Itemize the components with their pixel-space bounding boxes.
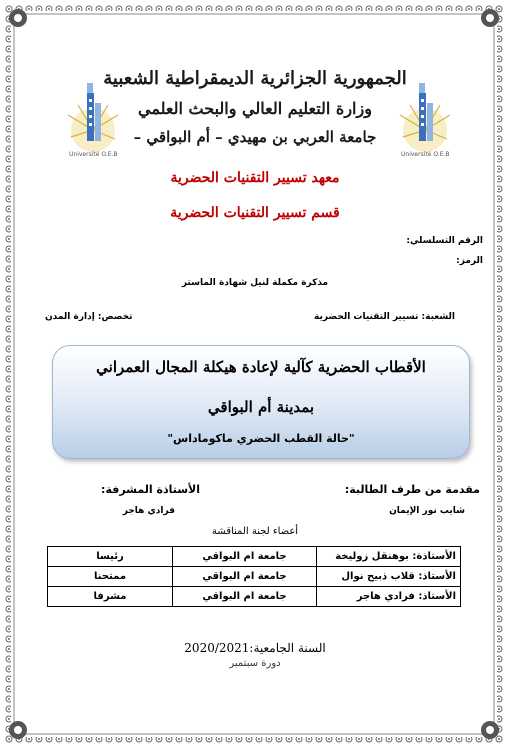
supervisor-name: فرادي هاجر (122, 506, 175, 516)
republic-heading: الجمهورية الجزائرية الديمقراطية الشعبية (103, 68, 407, 89)
logo-caption-left: Université O.E.B (69, 151, 118, 158)
department-heading: قسم تسيير التقنيات الحضرية (170, 205, 340, 221)
logo-caption-right: Université O.E.B (401, 151, 450, 158)
committee-label: أعضاء لجنة المناقشة (211, 526, 299, 537)
thesis-title-line1: الأقطاب الحضرية كآلية لإعادة هيكلة المجال العمراني (96, 358, 426, 376)
academic-year: السنة الجامعية:2020/2021 (184, 641, 326, 655)
university-heading: جامعة العربي بن مهيدي – أم البواقي – (133, 128, 377, 146)
jury-table (47, 546, 461, 607)
jury-role: مشرفا (48, 587, 173, 607)
thesis-subtitle: "حالة القطب الحضري ماكوماداس" (167, 432, 355, 445)
code-label: الرمز: (456, 256, 483, 266)
student-name: شايب نور الإيمان (389, 506, 465, 516)
supervisor-label: الأستاذة المشرفة: (101, 483, 200, 496)
jury-role: رئيسا (48, 547, 173, 567)
table-row (48, 547, 461, 567)
jury-role: ممتحنا (48, 567, 173, 587)
memo-text: مذكرة مكملة لنيل شهادة الماستر (181, 278, 329, 288)
ministry-heading: وزارة التعليم العالي والبحث العلمي (138, 99, 372, 118)
thesis-title-line2: بمدينة أم البواقي (207, 398, 315, 416)
table-row (48, 567, 461, 587)
session-text: دورة سبتمبر (229, 658, 281, 669)
jury-name: الأستاذة: بوهنقل زوليخة (317, 547, 461, 567)
jury-university: جامعة ام البواقي (173, 587, 317, 607)
jury-university: جامعة ام البواقي (173, 567, 317, 587)
institute-heading: معهد تسيير التقنيات الحضرية (170, 170, 340, 186)
jury-name: الأستاذ: قلاب ذبيح نوال (317, 567, 461, 587)
jury-university: جامعة ام البواقي (173, 547, 317, 567)
table-row (48, 587, 461, 607)
serial-number-label: الرقم التسلسلي: (406, 236, 483, 246)
thesis-title-box (52, 345, 470, 459)
branch-text: الشعبة: تسيير التقنيات الحضرية (314, 312, 455, 322)
jury-name: الأستاذ: فرادي هاجر (317, 587, 461, 607)
specialty-text: تخصص: إدارة المدن (45, 312, 133, 322)
student-label: مقدمة من طرف الطالبة: (344, 483, 480, 496)
